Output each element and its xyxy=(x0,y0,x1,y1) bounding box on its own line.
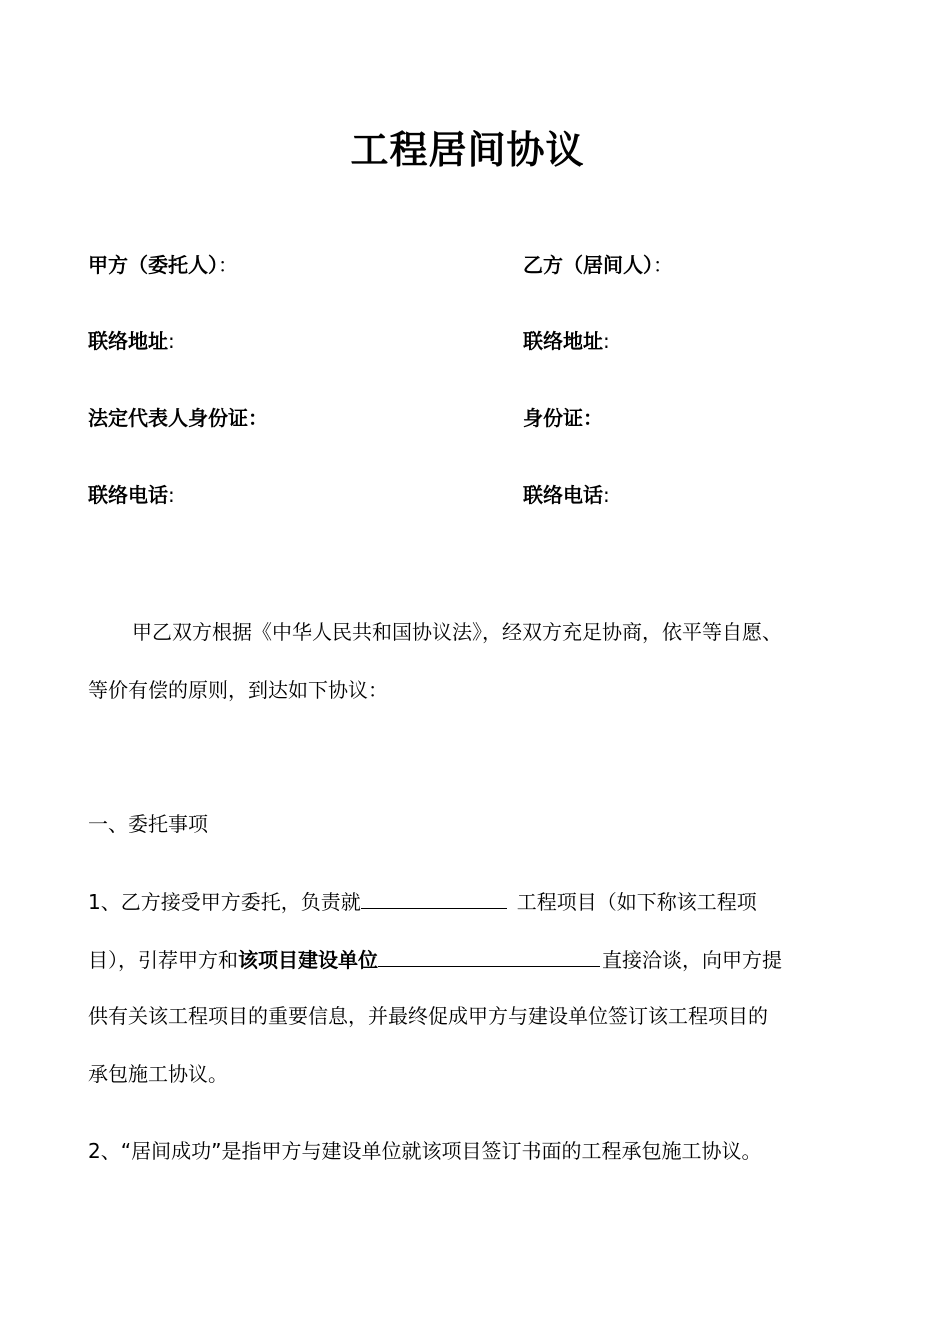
clause-1-line-2 xyxy=(88,944,782,974)
document-title: 工程居间协议 xyxy=(350,128,585,172)
party-b-id-field xyxy=(523,404,603,432)
party-b-name-field xyxy=(523,251,673,279)
section-heading: 一、委托事项 xyxy=(88,812,208,836)
colon: : xyxy=(168,329,175,353)
construction-unit-blank xyxy=(378,944,600,967)
clause-1-line-2-bold: 该项目建设单位 xyxy=(238,948,378,972)
party-b-address-field xyxy=(523,327,610,355)
party-a-address-field xyxy=(88,327,175,355)
colon: : xyxy=(603,329,610,353)
preamble-line-2: 等价有偿的原则，到达如下协议： xyxy=(88,678,388,702)
clause-1-line-2-prefix: 目），引荐甲方和 xyxy=(88,948,238,972)
party-b-phone-label: 联络电话 xyxy=(523,483,603,507)
clause-2: 2、“居间成功”是指甲方与建设单位就该项目签订书面的工程承包施工协议。 xyxy=(88,1139,762,1163)
colon: ： xyxy=(218,253,238,277)
colon: ： xyxy=(653,253,673,277)
party-a-phone-label: 联络电话 xyxy=(88,483,168,507)
clause-1-line-1-prefix: 1、乙方接受甲方委托，负责就 xyxy=(88,890,361,914)
party-b-phone-field xyxy=(523,481,610,509)
party-a-name-field xyxy=(88,251,238,279)
clause-1-line-1 xyxy=(88,886,757,916)
party-a-id-field xyxy=(88,404,268,432)
party-b-address-label: 联络地址 xyxy=(523,329,603,353)
party-a-phone-field xyxy=(88,481,175,509)
clause-1-line-1-suffix: 工程项目（如下称该工程项 xyxy=(516,890,757,914)
preamble-line-1: 甲乙双方根据《中华人民共和国协议法》，经双方充足协商，依平等自愿、 xyxy=(132,620,782,644)
clause-1-line-2-suffix: 直接洽谈，向甲方提 xyxy=(602,948,782,972)
colon: : xyxy=(168,483,175,507)
clause-1-line-3: 供有关该工程项目的重要信息，并最终促成甲方与建设单位签订该工程项目的 xyxy=(88,1004,768,1028)
party-a-name-label: 甲方（委托人） xyxy=(88,253,218,277)
party-b-name-label: 乙方（居间人） xyxy=(523,253,653,277)
clause-1-line-4: 承包施工协议。 xyxy=(88,1062,228,1086)
party-a-address-label: 联络地址 xyxy=(88,329,168,353)
party-b-id-label: 身份证： xyxy=(523,406,603,430)
colon: : xyxy=(603,483,610,507)
project-name-blank xyxy=(361,886,507,909)
party-a-id-label: 法定代表人身份证： xyxy=(88,406,268,430)
